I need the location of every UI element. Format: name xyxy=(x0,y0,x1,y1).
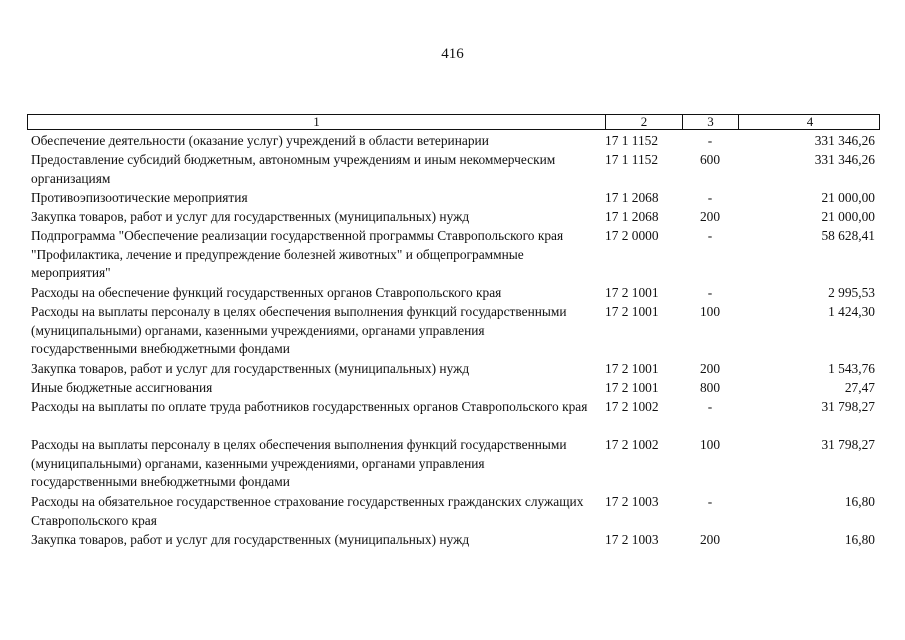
row-code: 17 1 2068 xyxy=(605,190,659,205)
table-row xyxy=(0,531,905,550)
row-code: 17 2 1001 xyxy=(605,380,659,395)
row-expense-type: 800 xyxy=(699,380,721,395)
table-row xyxy=(0,360,905,379)
row-amount: 31 798,27 xyxy=(821,399,875,414)
row-code: 17 2 1003 xyxy=(605,494,659,509)
table-row xyxy=(0,227,905,284)
table-header xyxy=(27,114,880,130)
header-col-1: 1 xyxy=(28,115,606,129)
row-expense-type: - xyxy=(707,190,713,205)
row-description: Расходы на обеспечение функций государственных органов Ставропольского края xyxy=(31,285,502,300)
row-amount: 21 000,00 xyxy=(821,190,875,205)
row-code: 17 2 1002 xyxy=(605,399,659,414)
row-description: Предоставление субсидий бюджетным, автономным учреждениям и иным некоммерческим организациям xyxy=(31,152,556,186)
row-description: Обеспечение деятельности (оказание услуг) учреждений в области ветеринарии xyxy=(31,133,489,148)
row-amount: 58 628,41 xyxy=(821,228,875,243)
row-amount: 2 995,53 xyxy=(828,285,875,300)
row-expense-type: - xyxy=(707,494,713,509)
row-expense-type: - xyxy=(707,133,713,148)
header-col-3: 3 xyxy=(683,115,739,129)
row-description: Подпрограмма "Обеспечение реализации государственной программы Ставропольского края "Профилактика, лечение и предупреждение болезней животных" и общепрограммные мероприятия" xyxy=(31,228,564,280)
row-description: Противоэпизоотические мероприятия xyxy=(31,190,248,205)
row-expense-type: - xyxy=(707,285,713,300)
header-col-2: 2 xyxy=(606,115,683,129)
row-amount: 1 543,76 xyxy=(828,361,875,376)
row-code: 17 2 1002 xyxy=(605,437,659,452)
row-amount: 21 000,00 xyxy=(821,209,875,224)
row-description: Расходы на выплаты по оплате труда работников государственных органов Ставропольского края xyxy=(31,399,588,414)
table-row xyxy=(0,493,905,531)
row-code: 17 1 1152 xyxy=(605,133,659,148)
row-description: Расходы на обязательное государственное страхование государственных гражданских служащих Ставропольского края xyxy=(31,494,584,528)
header-col-4: 4 xyxy=(806,114,814,129)
row-amount: 31 798,27 xyxy=(821,437,875,452)
row-expense-type: - xyxy=(707,399,713,414)
row-expense-type: 100 xyxy=(699,437,721,452)
row-code: 17 1 2068 xyxy=(605,209,659,224)
table-row xyxy=(0,151,905,189)
row-code: 17 2 0000 xyxy=(605,228,659,243)
row-amount: 331 346,26 xyxy=(814,152,875,167)
table-row xyxy=(0,436,905,493)
table-row xyxy=(0,132,905,151)
row-amount: 27,47 xyxy=(844,380,875,395)
row-code: 17 2 1001 xyxy=(605,285,659,300)
table-row xyxy=(0,189,905,208)
table-body xyxy=(0,132,905,550)
row-expense-type: 200 xyxy=(699,361,721,376)
row-expense-type: 200 xyxy=(699,532,721,547)
table-row xyxy=(0,208,905,227)
row-description: Расходы на выплаты персоналу в целях обеспечения выполнения функций государственными (муниципальными) органами, казенными учреждениями, органами управления государственными внебюджетными фондами xyxy=(31,304,567,356)
table-row xyxy=(0,284,905,303)
row-amount: 331 346,26 xyxy=(814,133,875,148)
row-code: 17 2 1003 xyxy=(605,532,659,547)
row-expense-type: 100 xyxy=(699,304,721,319)
table-row xyxy=(0,379,905,398)
row-amount: 1 424,30 xyxy=(828,304,875,319)
row-description: Закупка товаров, работ и услуг для государственных (муниципальных) нужд xyxy=(31,361,470,376)
row-code: 17 2 1001 xyxy=(605,361,659,376)
row-amount: 16,80 xyxy=(844,532,875,547)
row-description: Закупка товаров, работ и услуг для государственных (муниципальных) нужд xyxy=(31,209,470,224)
table-row xyxy=(0,398,905,436)
row-expense-type: 200 xyxy=(699,209,721,224)
row-expense-type: - xyxy=(707,228,713,243)
page-number: 416 xyxy=(441,46,464,62)
row-code: 17 1 1152 xyxy=(605,152,659,167)
row-description: Закупка товаров, работ и услуг для государственных (муниципальных) нужд xyxy=(31,532,470,547)
row-description: Расходы на выплаты персоналу в целях обеспечения выполнения функций государственными (муниципальными) органами, казенными учреждениями, органами управления государственными внебюджетными фондами xyxy=(31,437,567,489)
row-expense-type: 600 xyxy=(699,152,721,167)
row-code: 17 2 1001 xyxy=(605,304,659,319)
table-row xyxy=(0,303,905,360)
row-description: Иные бюджетные ассигнования xyxy=(31,380,213,395)
row-amount: 16,80 xyxy=(844,494,875,509)
